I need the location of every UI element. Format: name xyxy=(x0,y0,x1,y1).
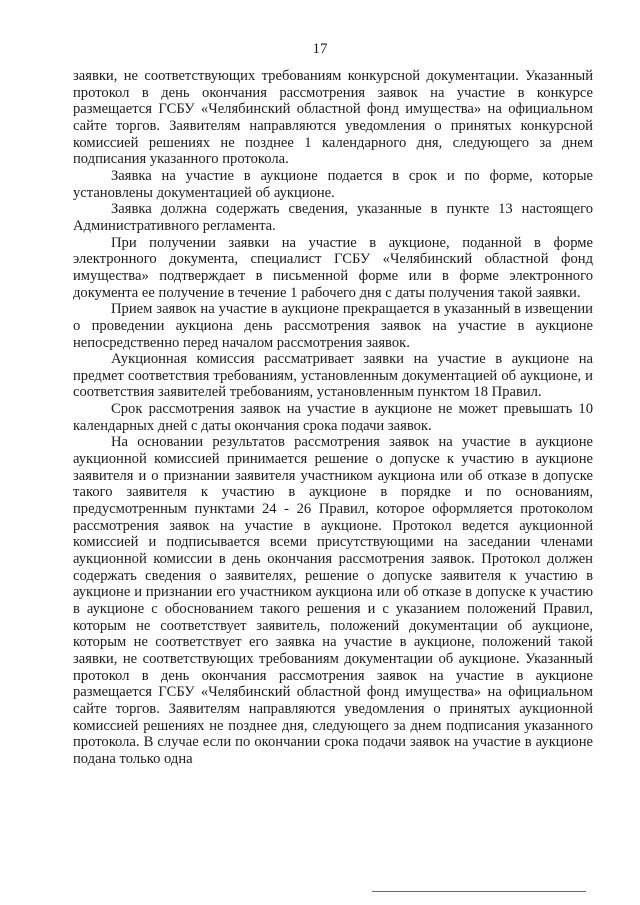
paragraph-2: Заявка на участие в аукционе подается в срок и по форме, которые установлены документацией об аукционе. xyxy=(73,167,593,201)
paragraph-6: Аукционная комиссия рассматривает заявки на участие в аукционе на предмет соответствия требованиям, установленным документацией об аукционе, и соответствия заявителей требованиям, установленным пунктом 18 Правил. xyxy=(73,351,593,401)
paragraph-8: На основании результатов рассмотрения заявок на участие в аукционе аукционной комиссией принимается решение о допуске к участию в аукционе заявителя и о признании заявителя участником аукциона или об отказе в допуске такого заявителя к участию в аукционе в порядке и по основаниям, предусмотренным пунктами 24 - 26 Правил, которое оформляется протоколом рассмотрения заявок на участие в аукционе. Протокол ведется аукционной комиссией и подписывается всеми присутствующими на заседании членами аукционной комиссии в день окончания рассмотрения заявок. Протокол должен содержать сведения о заявителях, решение о допуске заявителя к участию в аукционе и признании его участником аукциона или об отказе в допуске к участию в аукционе с обоснованием такого решения и с указанием положений Правил, которым не соответствует заявитель, положений документации об аукционе, которым не соответствует его заявка на участие в аукционе, положений такой заявки, не соответствующих требованиям документации об аукционе. Указанный протокол в день окончания рассмотрения заявок на участие в аукционе размещается ГСБУ «Челябинский областной фонд имущества» на официальном сайте торгов. Заявителям направляются уведомления о принятых аукционной комиссией решениях не позднее дня, следующего за днем подписания указанного протокола. В случае если по окончании срока подачи заявок на участие в аукционе подана только одна xyxy=(73,434,593,767)
document-body xyxy=(73,68,593,768)
paragraph-5: Прием заявок на участие в аукционе прекращается в указанный в извещении о проведении аукциона день рассмотрения заявок на участие в аукционе непосредственно перед началом рассмотрения заявок. xyxy=(73,301,593,351)
paragraph-1: заявки, не соответствующих требованиям конкурсной документации. Указанный протокол в день окончания рассмотрения заявок на участие в конкурсе размещается ГСБУ «Челябинский областной фонд имущества» на официальном сайте торгов. Заявителям направляются уведомления о принятых конкурсной комиссией решениях не позднее 1 календарного дня, следующего за днем подписания указанного протокола. xyxy=(73,68,593,168)
footer-divider xyxy=(372,891,586,892)
paragraph-7: Срок рассмотрения заявок на участие в аукционе не может превышать 10 календарных дней с даты окончания срока подачи заявок. xyxy=(73,401,593,434)
paragraph-4: При получении заявки на участие в аукционе, поданной в форме электронного документа, специалист ГСБУ «Челябинский областной фонд имущества» подтверждает в письменной форме или в форме электронного документа ее получение в течение 1 рабочего дня с даты получения такой заявки. xyxy=(73,234,593,301)
page-number: 17 xyxy=(312,41,328,57)
paragraph-3: Заявка должна содержать сведения, указанные в пункте 13 настоящего Административного регламента. xyxy=(73,201,593,234)
